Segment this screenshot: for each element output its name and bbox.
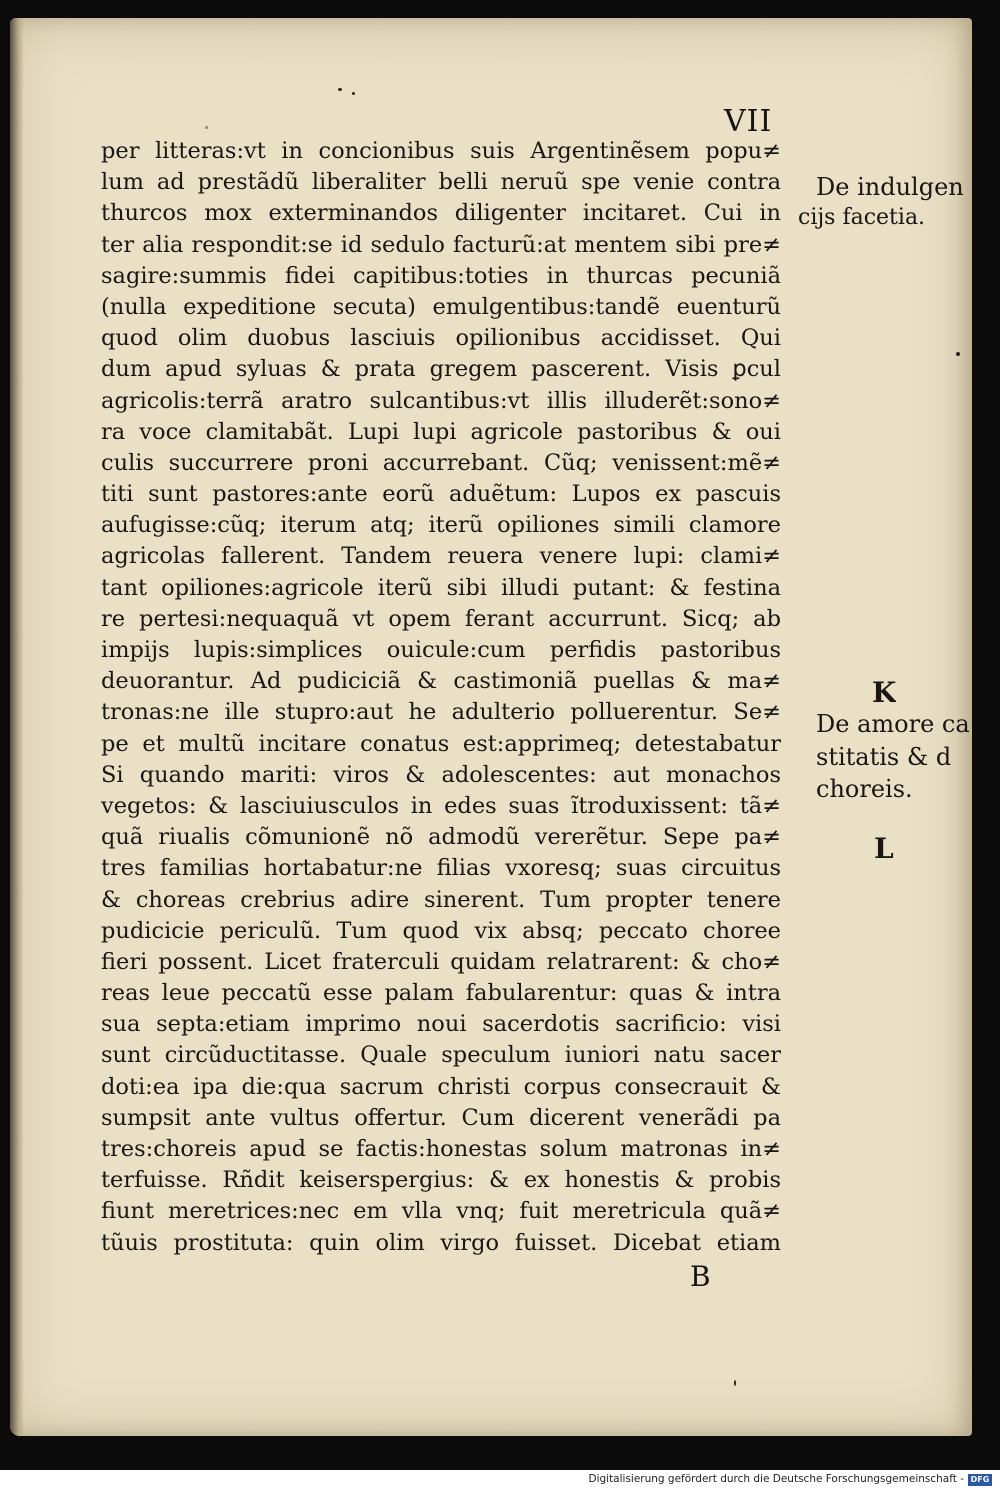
text-line: aufugisse:cũq; iterum atq; iterũ opiliones simili clamore — [101, 512, 781, 539]
text-line: (nulla expeditione secuta) emulgentibus:tandẽ euenturũ — [101, 293, 781, 320]
text-line: tres:choreis apud se factis:honestas solum matronas in≠ — [101, 1136, 781, 1162]
page-spine-shadow — [10, 18, 24, 1436]
margin-note-indulgence-line2: cijs facetia. — [798, 205, 926, 230]
text-line: lum ad prestãdũ liberaliter belli neruũ spe venie contra — [101, 169, 781, 196]
text-line: sagire:summis fidei capitibus:toties in thurcas pecuniã — [101, 262, 781, 289]
text-line: tant opiliones:agricole iterũ sibi illudi putant: & festina — [101, 574, 781, 601]
text-line: pudicicie periculũ. Tum quod vix absq; peccato choree — [101, 917, 781, 944]
text-line: pe et multũ incitare conatus est:apprimeq; detestabatur — [101, 730, 781, 757]
margin-note-chastity-line1: De amore ca — [816, 710, 970, 738]
ink-speck — [734, 1380, 736, 1386]
text-line: sua septa:etiam imprimo noui sacerdotis sacrificio: visi — [101, 1011, 781, 1038]
text-line: Si quando mariti: viros & adolescentes: aut monachos — [101, 761, 781, 788]
text-line: deuorantur. Ad pudiciciã & castimoniã puellas & ma≠ — [101, 668, 781, 695]
margin-note-indulgence-line1: De indulgen — [816, 173, 964, 201]
margin-note-chastity-line3: choreis. — [816, 775, 913, 803]
text-line: tũuis prostituta: quin olim virgo fuisset. Dicebat etiam — [101, 1229, 781, 1256]
text-line: ra voce clamitabãt. Lupi lupi agricole pastoribus & oui — [101, 418, 781, 445]
text-line: quod olim duobus lasciuis opilionibus accidisset. Qui — [101, 325, 781, 352]
text-line: tres familias hortabatur:ne filias vxoresq; suas circuitus — [101, 855, 781, 882]
ink-speck — [338, 88, 342, 91]
margin-letter-k: K — [872, 676, 897, 709]
text-line: agricolis:terrã aratro sulcantibus:vt illis illuderẽt:sono≠ — [101, 387, 781, 414]
dfg-logo-icon: DFG — [968, 1474, 992, 1486]
text-line: vegetos: & lasciuiusculos in edes suas ĩtroduxissent: tã≠ — [101, 792, 781, 819]
ink-speck — [352, 92, 355, 95]
text-line: re pertesi:nequaquã vt opem ferant accurrunt. Sicq; ab — [101, 605, 781, 632]
text-line: dum apud syluas & prata gregem pascerent. Visis ꝑcul — [101, 356, 781, 383]
text-line: sumpsit ante vultus offertur. Cum dicerent venerãdi pa — [101, 1104, 781, 1131]
footer-credit: Digitalisierung gefördert durch die Deutsche Forschungsgemeinschaft - — [588, 1473, 964, 1485]
text-line: reas leue peccatũ esse palam fabularentur: quas & intra — [101, 980, 781, 1007]
signature-mark: B — [690, 1260, 711, 1293]
text-line: doti:ea ipa die:qua sacrum christi corpus consecrauit & — [101, 1073, 781, 1100]
text-line: sunt circũductitasse. Quale speculum iuniori natu sacer — [101, 1042, 781, 1069]
margin-letter-l: L — [874, 832, 894, 865]
text-line: terfuisse. Rñdit keiserspergius: & ex honestis & probis — [101, 1167, 781, 1194]
text-line: culis succurrere proni accurrebant. Cũq; venissent:mẽ≠ — [101, 449, 781, 476]
text-line: per litteras:vt in concionibus suis Argentinẽsem popu≠ — [101, 138, 781, 164]
ink-speck — [956, 352, 960, 356]
text-line: titi sunt pastores:ante eorũ aduẽtum: Lupos ex pascuis — [101, 481, 781, 508]
text-line: thurcos mox exterminandos diligenter incitaret. Cui in — [101, 200, 781, 227]
page-number: VII — [724, 104, 773, 139]
text-line: & choreas crebrius adire sinerent. Tum propter tenere — [101, 886, 781, 913]
text-line: agricolas fallerent. Tandem reuera venere lupi: clami≠ — [101, 543, 781, 570]
margin-note-chastity-line2: stitatis & d — [816, 743, 952, 771]
text-line: impijs lupis:simplices ouicule:cum perfidis pastoribus — [101, 637, 781, 663]
main-text-block — [101, 136, 781, 1259]
text-line: ter alia respondit:se id sedulo facturũ:at mentem sibi pre≠ — [101, 231, 781, 258]
text-line: fieri possent. Licet fraterculi quidam relatrarent: & cho≠ — [101, 948, 781, 975]
text-line: quã riualis cõmunionẽ nõ admodũ vererẽtur. Sepe pa≠ — [101, 824, 781, 851]
text-line: tronas:ne ille stupro:aut he adulterio polluerentur. Se≠ — [101, 699, 781, 726]
text-line: fiunt meretrices:nec em vlla vnq; fuit meretricula quã≠ — [101, 1198, 781, 1225]
ink-speck — [205, 126, 208, 129]
